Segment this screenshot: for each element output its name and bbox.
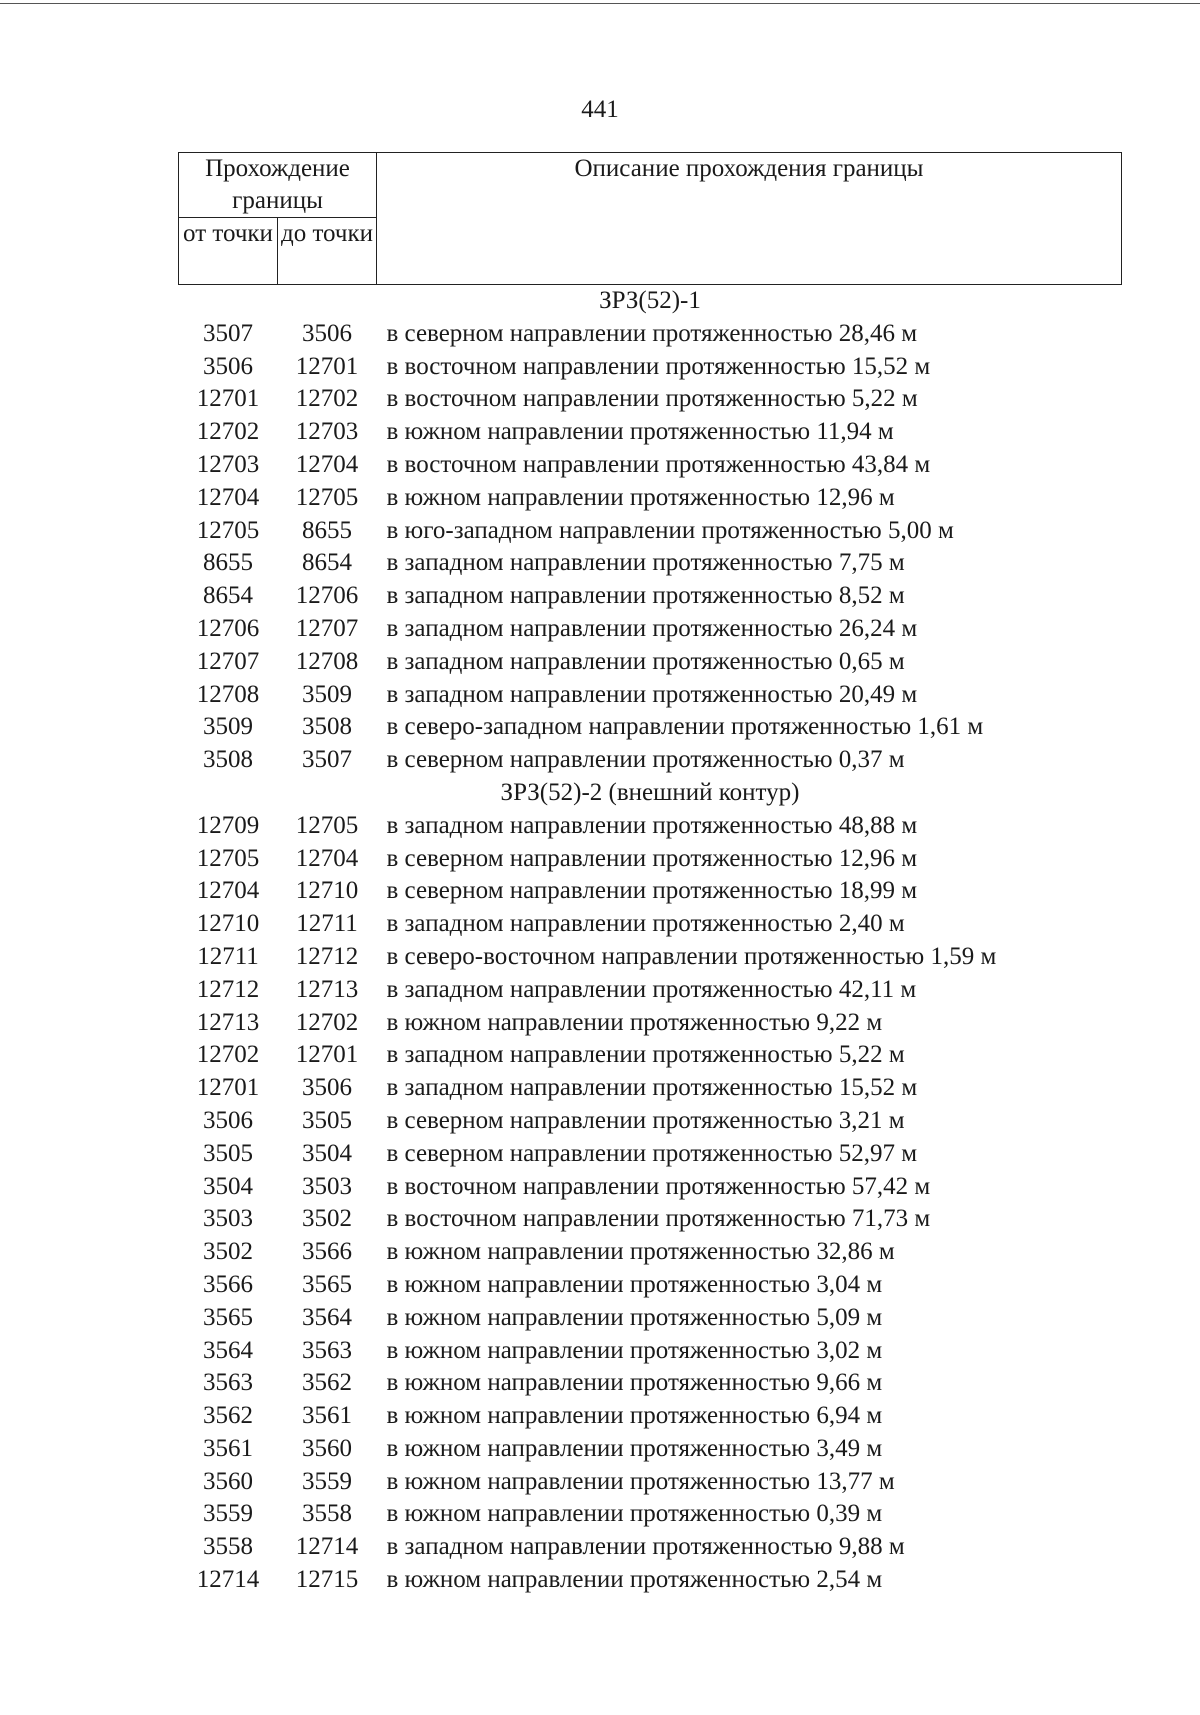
to-point-cell: 3562 [302, 1369, 352, 1397]
description-cell: в западном направлении протяженностью 20,49 м [386, 680, 918, 708]
to-point-cell: 3504 [302, 1139, 352, 1167]
table-row [179, 1433, 1122, 1466]
to-point-cell: 3509 [302, 680, 352, 708]
table-row [179, 515, 1122, 548]
table-row [179, 1072, 1122, 1105]
from-point-cell: 3506 [203, 1106, 253, 1134]
table-row [179, 416, 1122, 449]
section-title: ЗРЗ(52)-2 (внешний контур) [500, 778, 800, 806]
description-cell: в южном направлении протяженностью 0,39 м [386, 1500, 883, 1528]
to-point-cell: 3503 [302, 1172, 352, 1200]
description-cell: в южном направлении протяженностью 5,09 м [386, 1303, 883, 1331]
to-point-cell: 8655 [302, 516, 352, 544]
description-cell: в южном направлении протяженностью 3,04 м [386, 1270, 883, 1298]
from-point-cell: 3564 [203, 1336, 253, 1364]
table-row [179, 1105, 1122, 1138]
table-row [179, 974, 1122, 1007]
table-row [179, 1203, 1122, 1236]
from-point-cell: 3509 [203, 713, 253, 741]
from-point-cell: 12708 [196, 680, 260, 708]
from-point-cell: 3562 [203, 1402, 253, 1430]
description-cell: в южном направлении протяженностью 9,66 м [386, 1369, 883, 1397]
from-point-cell: 12702 [196, 418, 260, 446]
from-point-cell: 12706 [196, 614, 260, 642]
to-point-cell: 3508 [302, 713, 352, 741]
top-scan-edge-line [0, 3, 1200, 4]
from-point-cell: 3506 [203, 352, 253, 380]
from-point-cell: 3504 [203, 1172, 253, 1200]
description-cell: в северном направлении протяженностью 3,21 м [386, 1106, 905, 1134]
to-point-cell: 12704 [295, 450, 359, 478]
description-cell: в южном направлении протяженностью 13,77 м [386, 1467, 895, 1495]
from-point-cell: 12713 [196, 1008, 260, 1036]
to-point-cell: 12701 [295, 1041, 359, 1069]
table-row [179, 318, 1122, 351]
to-point-cell: 3506 [302, 319, 352, 347]
to-point-cell: 3502 [302, 1205, 352, 1233]
to-point-cell: 12705 [295, 811, 359, 839]
table-row [179, 1039, 1122, 1072]
from-point-cell: 3507 [203, 319, 253, 347]
to-point-cell: 12705 [295, 483, 359, 511]
from-point-cell: 3561 [203, 1434, 253, 1462]
from-point-cell: 12702 [196, 1041, 260, 1069]
to-point-cell: 12714 [295, 1533, 359, 1561]
table-body [179, 285, 1122, 1597]
from-point-cell: 12705 [196, 844, 260, 872]
from-point-cell: 3560 [203, 1467, 253, 1495]
description-cell: в восточном направлении протяженностью 15,52 м [386, 352, 931, 380]
to-point-cell: 3565 [302, 1270, 352, 1298]
to-point-cell: 3507 [302, 746, 352, 774]
from-point-cell: 12711 [197, 942, 259, 970]
table-row [179, 908, 1122, 941]
section-title-row [179, 777, 1122, 810]
table-row [179, 1564, 1122, 1597]
table-row [179, 1466, 1122, 1499]
table-row [179, 875, 1122, 908]
description-cell: в западном направлении протяженностью 8,52 м [386, 582, 905, 610]
to-point-cell: 12701 [295, 352, 359, 380]
description-cell: в южном направлении протяженностью 3,49 м [386, 1434, 883, 1462]
table-row [179, 482, 1122, 515]
from-point-cell: 12701 [196, 385, 260, 413]
from-point-cell: 3558 [203, 1533, 253, 1561]
table-row [179, 1171, 1122, 1204]
from-point-cell: 8655 [203, 549, 253, 577]
to-point-cell: 3506 [302, 1074, 352, 1102]
to-point-cell: 3558 [302, 1500, 352, 1528]
description-cell: в западном направлении протяженностью 48,88 м [386, 811, 918, 839]
table-row [179, 1335, 1122, 1368]
to-point-cell: 12713 [295, 975, 359, 1003]
table-row [179, 941, 1122, 974]
description-cell: в восточном направлении протяженностью 5,22 м [386, 385, 918, 413]
table-row [179, 1007, 1122, 1040]
description-cell: в южном направлении протяженностью 6,94 м [386, 1402, 883, 1430]
from-point-cell: 12703 [196, 450, 260, 478]
header-to-point: до точки [278, 218, 377, 285]
description-cell: в западном направлении протяженностью 5,22 м [386, 1041, 905, 1069]
section-title: ЗРЗ(52)-1 [599, 287, 701, 314]
to-point-cell: 12708 [295, 647, 359, 675]
from-point-cell: 3565 [203, 1303, 253, 1331]
description-cell: в северном направлении протяженностью 52,97 м [386, 1139, 918, 1167]
description-cell: в западном направлении протяженностью 2,40 м [386, 910, 905, 938]
table-row [179, 1269, 1122, 1302]
from-point-cell: 12712 [196, 975, 260, 1003]
description-cell: в северном направлении протяженностью 12,96 м [386, 844, 918, 872]
table-row [179, 711, 1122, 744]
table-row [179, 1138, 1122, 1171]
description-cell: в южном направлении протяженностью 12,96 м [386, 483, 895, 511]
to-point-cell: 12712 [295, 942, 359, 970]
table-row [179, 1531, 1122, 1564]
from-point-cell: 12707 [196, 647, 260, 675]
to-point-cell: 12704 [295, 844, 359, 872]
description-cell: в южном направлении протяженностью 32,86 м [386, 1238, 895, 1266]
table-row [179, 679, 1122, 712]
table-row [179, 744, 1122, 777]
table-row [179, 1302, 1122, 1335]
table-row [179, 351, 1122, 384]
description-cell: в южном направлении протяженностью 11,94 м [386, 418, 894, 446]
from-point-cell: 12710 [196, 910, 260, 938]
description-cell: в западном направлении протяженностью 0,65 м [386, 647, 905, 675]
section-title-row [179, 285, 1122, 318]
to-point-cell: 8654 [302, 549, 352, 577]
to-point-cell: 12703 [295, 418, 359, 446]
to-point-cell: 12702 [295, 1008, 359, 1036]
description-cell: в западном направлении протяженностью 15,52 м [386, 1074, 918, 1102]
from-point-cell: 3505 [203, 1139, 253, 1167]
description-cell: в восточном направлении протяженностью 71,73 м [386, 1205, 931, 1233]
table-row [179, 383, 1122, 416]
to-point-cell: 12706 [295, 582, 359, 610]
from-point-cell: 12701 [196, 1074, 260, 1102]
table-row [179, 1400, 1122, 1433]
description-cell: в южном направлении протяженностью 3,02 м [386, 1336, 883, 1364]
description-cell: в северо-западном направлении протяженностью 1,61 м [386, 713, 984, 741]
description-cell: в западном направлении протяженностью 26,24 м [386, 614, 918, 642]
from-point-cell: 12714 [196, 1566, 260, 1594]
from-point-cell: 3566 [203, 1270, 253, 1298]
description-cell: в западном направлении протяженностью 42,11 м [386, 975, 917, 1003]
table-row [179, 1367, 1122, 1400]
from-point-cell: 3503 [203, 1205, 253, 1233]
table-row [179, 613, 1122, 646]
from-point-cell: 8654 [203, 582, 253, 610]
from-point-cell: 12705 [196, 516, 260, 544]
table-row [179, 449, 1122, 482]
table-row [179, 1498, 1122, 1531]
description-cell: в северном направлении протяженностью 18,99 м [386, 877, 918, 905]
to-point-cell: 3560 [302, 1434, 352, 1462]
to-point-cell: 3566 [302, 1238, 352, 1266]
boundary-description-table [178, 152, 1122, 1597]
page-number: 441 [581, 96, 619, 123]
header-from-point: от точки [179, 218, 278, 285]
table-row [179, 843, 1122, 876]
from-point-cell: 12704 [196, 877, 260, 905]
to-point-cell: 3561 [302, 1402, 352, 1430]
to-point-cell: 3563 [302, 1336, 352, 1364]
to-point-cell: 12710 [295, 877, 359, 905]
to-point-cell: 12715 [295, 1566, 359, 1594]
from-point-cell: 12704 [196, 483, 260, 511]
from-point-cell: 12709 [196, 811, 260, 839]
description-cell: в восточном направлении протяженностью 57,42 м [386, 1172, 931, 1200]
table-row [179, 580, 1122, 613]
to-point-cell: 3559 [302, 1467, 352, 1495]
from-point-cell: 3508 [203, 746, 253, 774]
description-cell: в северном направлении протяженностью 28,46 м [386, 319, 918, 347]
header-boundary-passage: Прохождение границы [179, 153, 377, 218]
table-row [179, 646, 1122, 679]
to-point-cell: 12702 [295, 385, 359, 413]
description-cell: в восточном направлении протяженностью 43,84 м [386, 450, 931, 478]
description-cell: в южном направлении протяженностью 9,22 м [386, 1008, 883, 1036]
from-point-cell: 3563 [203, 1369, 253, 1397]
to-point-cell: 3505 [302, 1106, 352, 1134]
from-point-cell: 3502 [203, 1238, 253, 1266]
to-point-cell: 12707 [295, 614, 359, 642]
description-cell: в северо-восточном направлении протяженностью 1,59 м [386, 942, 997, 970]
description-cell: в северном направлении протяженностью 0,37 м [386, 746, 905, 774]
to-point-cell: 12711 [296, 910, 358, 938]
table-row [179, 1236, 1122, 1269]
table-header [179, 153, 1122, 285]
to-point-cell: 3564 [302, 1303, 352, 1331]
table-row [179, 547, 1122, 580]
description-cell: в западном направлении протяженностью 7,75 м [386, 549, 905, 577]
from-point-cell: 3559 [203, 1500, 253, 1528]
description-cell: в южном направлении протяженностью 2,54 м [386, 1566, 883, 1594]
table-row [179, 810, 1122, 843]
description-cell: в юго-западном направлении протяженностью 5,00 м [386, 516, 954, 544]
header-boundary-description: Описание прохождения границы [377, 153, 1122, 285]
description-cell: в западном направлении протяженностью 9,88 м [386, 1533, 905, 1561]
